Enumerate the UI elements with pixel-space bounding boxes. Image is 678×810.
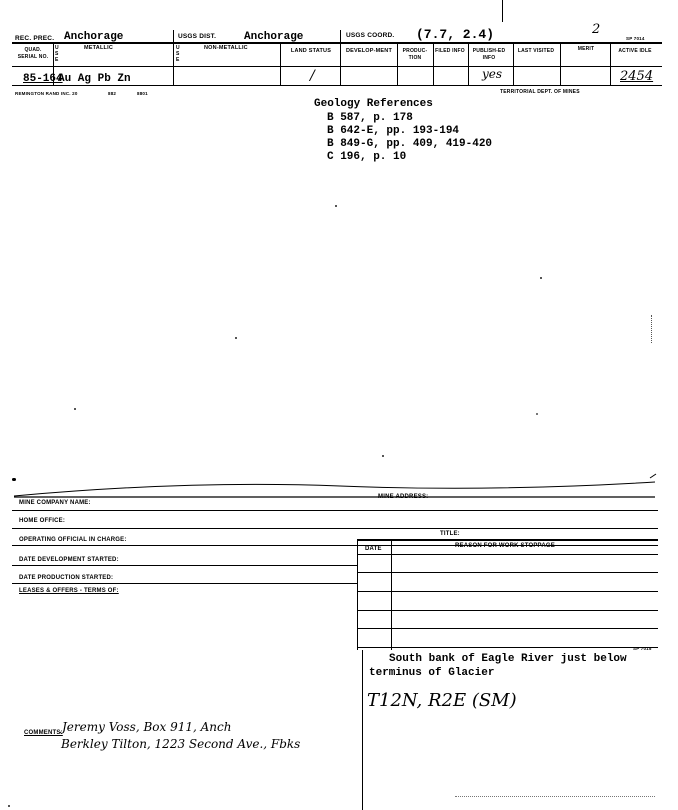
registration-mark (502, 0, 503, 22)
form-top-border (10, 472, 660, 502)
divider (173, 30, 174, 85)
mine-company-label: MINE COMPANY NAME: (19, 500, 91, 506)
col-development-label: DEVELOP-MENT (345, 48, 393, 54)
comment-line: Jeremy Voss, Box 911, Anch (62, 720, 232, 734)
printer-code-2: 8801 (137, 91, 148, 96)
comment-line: Berkley Tilton, 1223 Second Ave., Fbks (61, 737, 301, 751)
col-published-info-label: PUBLISH-ED INFO (472, 48, 506, 61)
comments-divider (362, 650, 363, 810)
territorial-label: TERRITORIAL DEPT. OF MINES (500, 89, 580, 95)
divider (610, 43, 611, 85)
scan-noise (455, 796, 655, 800)
date-table-top (357, 539, 658, 541)
form-line (12, 528, 658, 529)
col-quad-label: QUAD. SERIAL NO. (17, 47, 49, 60)
date-production-label: DATE PRODUCTION STARTED: (19, 575, 114, 581)
location-text: terminus of Glacier (369, 667, 495, 679)
date-table-divider (391, 540, 392, 650)
header-line-3 (12, 85, 662, 86)
form-number-2: SP 7015 (633, 646, 652, 651)
form-line (12, 510, 658, 511)
date-table-line (357, 572, 658, 573)
rec-prec-label: REC. PREC. (15, 35, 55, 42)
published-info-value: yes (482, 67, 503, 81)
date-table-line (357, 591, 658, 592)
form-line (12, 583, 357, 584)
header-line-1 (12, 42, 662, 44)
form-number: SP 7014 (626, 36, 645, 41)
col-filed-info-label: FILED INFO (435, 48, 465, 54)
col-land-status-label: LAND STATUS (290, 48, 332, 54)
mine-address-label: MINE ADDRESS: (378, 494, 429, 500)
rec-prec-value: Anchorage (64, 31, 124, 43)
divider (340, 30, 341, 85)
divider (280, 43, 281, 85)
usgs-dist-value: Anchorage (244, 31, 304, 43)
form-line (12, 565, 357, 566)
divider (560, 43, 561, 85)
reference-item: C 196, p. 10 (327, 151, 407, 163)
operating-official-label: OPERATING OFFICIAL IN CHARGE: (19, 537, 127, 543)
reference-item: B 849-G, pp. 409, 419-420 (327, 138, 493, 150)
form-line (12, 545, 658, 546)
col-merit-label: MERIT (577, 46, 595, 52)
home-office-label: HOME OFFICE: (19, 518, 66, 524)
usgs-coord-label: USGS COORD. (346, 32, 395, 39)
header-line-2 (12, 66, 662, 67)
date-development-label: DATE DEVELOPMENT STARTED: (19, 557, 119, 563)
metallic-value: Au Ag Pb Zn (58, 73, 131, 85)
township-note: T12N, R2E (SM) (367, 690, 517, 711)
date-col-label: DATE (365, 546, 382, 552)
printer-label: REMINGTON RAND INC. 20 (15, 91, 78, 96)
col-production-label: PRODUC-TION (402, 48, 428, 61)
top-mark: 2 (592, 22, 601, 37)
comments-label: COMMENTS: (24, 730, 63, 736)
col-last-visited-label: LAST VISITED (517, 48, 555, 54)
col-active-idle-label: ACTIVE IDLE (618, 48, 652, 54)
col-u-label: U S E (55, 45, 59, 63)
land-status-value: / (310, 68, 315, 84)
col-metallic-label: METALLIC (84, 45, 113, 51)
col-u-label-2: U S E (176, 45, 180, 63)
date-table-line (357, 628, 658, 629)
date-table-line (357, 647, 658, 648)
usgs-coord-value: (7.7, 2.4) (416, 27, 495, 42)
references-heading: Geology References (314, 98, 433, 110)
reference-item: B 587, p. 178 (327, 112, 413, 124)
active-idle-value: 2454 (620, 69, 654, 84)
reason-col-label: REASON FOR WORK STOPPAGE (455, 543, 555, 549)
col-nonmetallic-label: NON-METALLIC (204, 45, 248, 51)
date-table-line (357, 610, 658, 611)
date-table-left (357, 540, 358, 650)
quad-serial-value: 85-164 (23, 73, 63, 85)
printer-code-1: 882 (108, 91, 117, 96)
reference-item: B 642-E, pp. 193-194 (327, 125, 460, 137)
title-label: TITLE: (440, 531, 460, 537)
location-text: South bank of Eagle River just below (389, 653, 627, 665)
usgs-dist-label: USGS DIST. (178, 33, 217, 40)
leases-label: LEASES & OFFERS - TERMS OF: (19, 588, 119, 594)
date-table-line (357, 554, 658, 555)
